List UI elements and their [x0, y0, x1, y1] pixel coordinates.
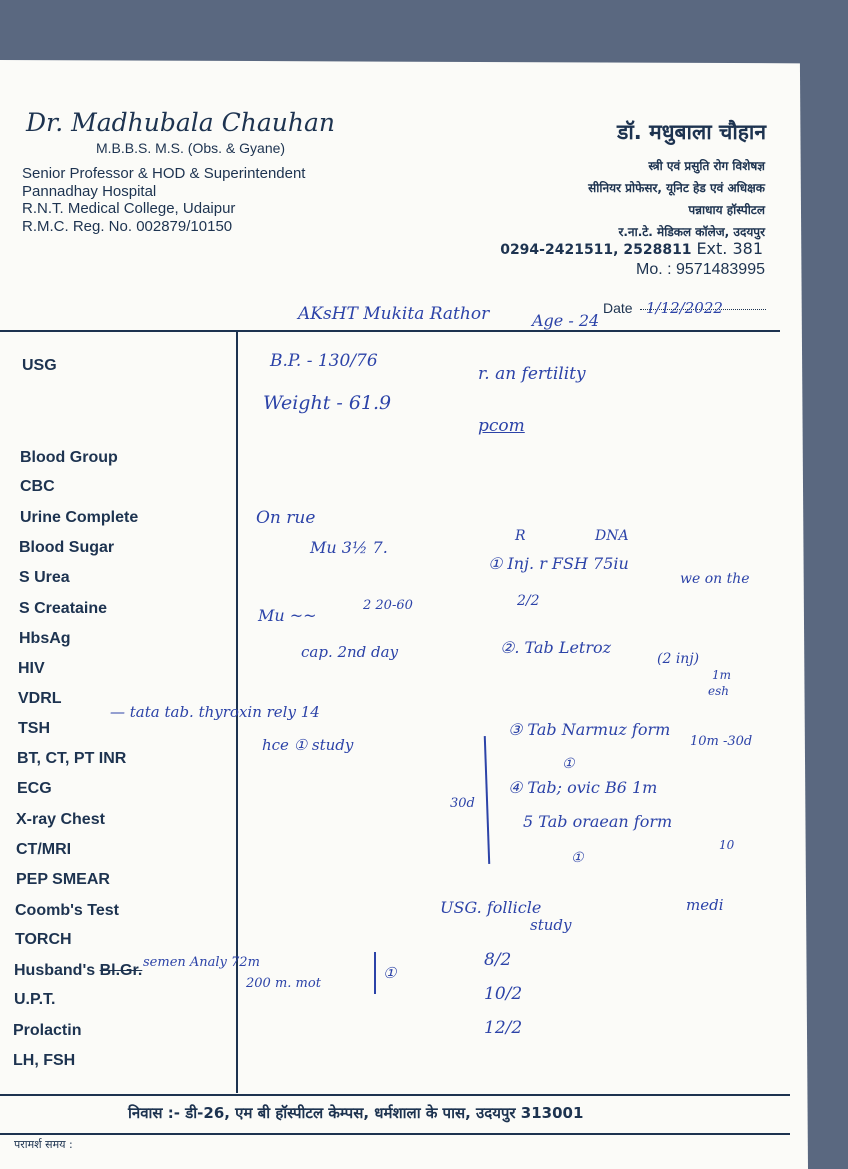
hw-med: medi — [686, 896, 724, 914]
hw-date: 1/12/2022 — [646, 299, 723, 317]
address-footer: निवास :- डी-26, एम बी हॉस्पीटल केम्पस, धर्मशाला के पास, उदयपुर 313001 — [128, 1104, 584, 1122]
hw-bp: B.P. - 130/76 — [270, 351, 378, 371]
doctor-name-hindi: डॉ. मधुबाला चौहान — [617, 120, 766, 144]
hw-rx3: ③ Tab Narmuz form — [508, 720, 671, 739]
hw-tsh-note: — tata tab. thyroxin rely 14 — [110, 703, 320, 721]
doctor-details-hindi — [588, 155, 765, 243]
test-blood-sugar: Blood Sugar — [19, 539, 115, 556]
hw-date-12-2: 12/2 — [484, 1018, 523, 1038]
hw-complaint: r. an fertility — [478, 364, 586, 384]
phone-ext: Ext. 381 — [696, 239, 763, 258]
test-tsh: TSH — [18, 720, 50, 737]
hw-date-8-2: 8/2 — [484, 950, 512, 970]
mobile-number: Mo. : 9571483995 — [636, 261, 765, 278]
date-label-text: Date — [603, 300, 633, 316]
hw-rx4b: 5 Tab oraean form — [523, 812, 673, 831]
test-lh-fsh: LH, FSH — [13, 1052, 76, 1069]
doctor-degrees: M.B.B.S. M.S. (Obs. & Gyane) — [96, 140, 286, 156]
phone-numbers — [500, 239, 763, 258]
hw-pcom: pcom — [478, 416, 525, 436]
hindi-line-1: स्त्री एवं प्रसुति रोग विशेषज्ञ — [648, 159, 765, 173]
hw-patient-name: AKsHT Mukita Rathor — [298, 304, 490, 324]
test-prolactin: Prolactin — [13, 1022, 82, 1039]
test-ecg: ECG — [17, 780, 52, 797]
phone-text: 0294-2421511, 2528811 — [500, 242, 692, 258]
husband-label: Husband's — [14, 962, 96, 979]
hw-date-10-2: 10/2 — [484, 984, 523, 1004]
hw-rx2b: (2 inj) — [657, 651, 700, 667]
test-hiv: HIV — [18, 660, 45, 677]
hindi-line-2: सीनियर प्रोफेसर, यूनिट हेड एवं अधिक्षक — [588, 181, 765, 195]
hw-rx4c: ① — [571, 850, 584, 866]
hw-cap: cap. 2nd day — [301, 643, 399, 661]
date-label — [603, 300, 633, 316]
hw-semen-2: 200 m. mot — [246, 976, 321, 991]
hw-rx1: ① Inj. r FSH 75iu — [488, 554, 629, 573]
hw-r: R — [515, 528, 526, 544]
test-coombs: Coomb's Test — [15, 902, 119, 919]
registration-line: R.M.C. Reg. No. 002879/10150 — [22, 217, 233, 235]
test-s-creataine: S Creataine — [19, 600, 108, 617]
hw-on-rue: On rue — [256, 508, 316, 528]
hw-mu2: Mu ~~ — [258, 606, 317, 625]
test-s-urea: S Urea — [19, 569, 70, 586]
hw-hce: hce ① study — [262, 736, 354, 754]
hw-rx3c: 10m -30d — [690, 734, 753, 749]
hw-rx2d: esh — [708, 684, 729, 698]
doctor-details-english — [22, 165, 305, 235]
test-hbsag: HbsAg — [19, 630, 71, 647]
hw-rx2: ②. Tab Letroz — [500, 638, 612, 657]
hw-rx4: ④ Tab; ovic B6 1m — [508, 778, 658, 797]
hw-30d: 30d — [450, 796, 475, 811]
hw-mu: Mu 3½ 7. — [310, 538, 388, 557]
footer-divider-bottom — [0, 1133, 790, 1135]
test-blood-group: Blood Group — [20, 449, 118, 466]
hw-dose: 2 20-60 — [363, 598, 413, 613]
test-husband-bl-gr — [14, 962, 142, 980]
footer-divider-top — [0, 1094, 790, 1096]
hw-dna: DNA — [595, 528, 629, 544]
hw-semen-1: semen Analy 72m — [143, 955, 260, 970]
designation-line: Senior Professor & HOD & Superintendent — [22, 165, 306, 182]
header-divider — [0, 330, 780, 332]
hindi-line-4: र.ना.टे. मेडिकल कॉलेज, उदयपुर — [618, 225, 765, 239]
hw-semen-3: ① — [383, 964, 397, 982]
test-bt-ct-pt-inr: BT, CT, PT INR — [17, 750, 127, 767]
doctor-name-english: Dr. Madhubala Chauhan — [26, 108, 335, 137]
test-pep-smear: PEP SMEAR — [16, 871, 110, 888]
test-torch: TORCH — [15, 931, 72, 948]
consultation-time-label: परामर्श समय : — [14, 1138, 73, 1151]
hw-rx1b: we on the — [680, 571, 750, 587]
hw-age: Age - 24 — [532, 311, 600, 330]
hindi-line-3: पन्नाधाय हॉस्पीटल — [688, 203, 765, 217]
hw-rx3b: ① — [562, 756, 575, 772]
hw-study: study — [530, 916, 572, 934]
hw-semen-divider — [374, 952, 376, 994]
hw-follicle: USG. follicle — [440, 898, 542, 917]
test-ct-mri: CT/MRI — [16, 841, 72, 858]
test-vdrl: VDRL — [18, 690, 62, 707]
hospital-line: Pannadhay Hospital — [22, 182, 157, 200]
hw-rx2c: 1m — [712, 668, 732, 682]
hw-date-2-2: 2/2 — [517, 593, 540, 609]
hw-weight: Weight - 61.9 — [263, 392, 392, 414]
test-xray-chest: X-ray Chest — [16, 811, 105, 828]
test-cbc: CBC — [20, 478, 55, 495]
test-usg: USG — [22, 357, 57, 374]
test-upt: U.P.T. — [14, 991, 56, 1008]
test-urine-complete: Urine Complete — [20, 509, 139, 526]
college-line: R.N.T. Medical College, Udaipur — [22, 200, 236, 217]
hw-rx4d: 10 — [719, 838, 735, 852]
bl-gr-label: Bl.Gr. — [99, 962, 143, 979]
